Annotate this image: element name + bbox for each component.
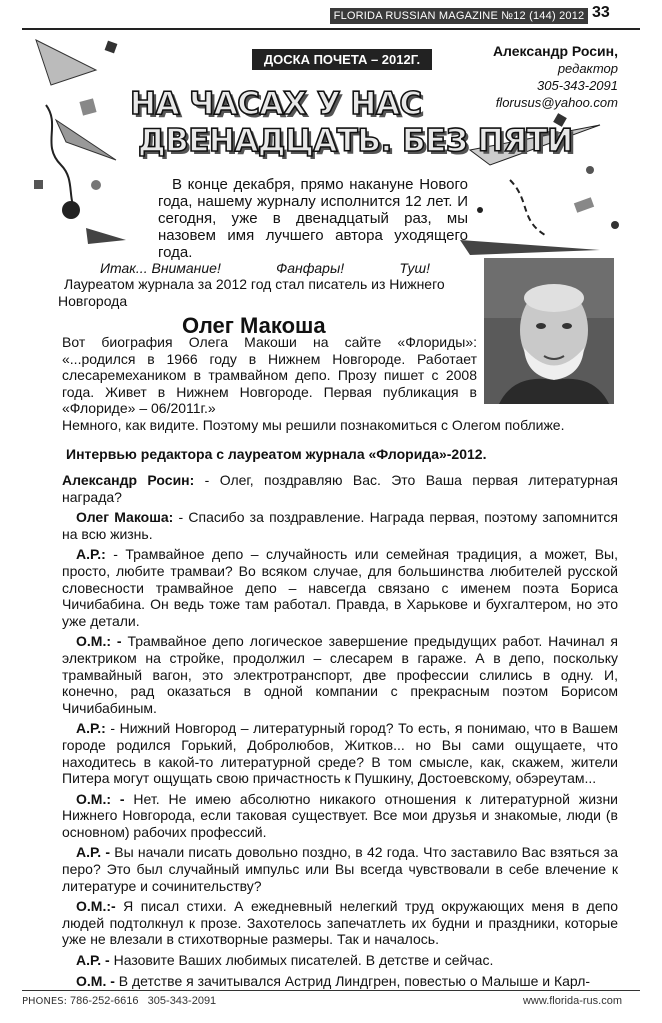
section-tag: ДОСКА ПОЧЕТА – 2012Г.	[252, 49, 432, 70]
confetti-decoration-left	[26, 30, 146, 250]
interview-heading: Интервью редактора с лауреатом журнала «Флорида»-2012.	[66, 446, 487, 462]
interview-entry: Олег Макоша: - Спасибо за поздравление. Награда первая, поэтому запомнится на всю жизнь.	[62, 509, 619, 542]
magazine-header: FLORIDA RUSSIAN MAGAZINE №12 (144) 2012	[330, 8, 588, 24]
editor-role: редактор	[557, 61, 618, 76]
interview-entry: А.Р. - Вы начали писать довольно поздно, в 42 года. Что заставило Вас взяться за перо? Это был случайный импульс или Вы всегда чувствовали в себе влечение к литературе и сочинительству?	[62, 844, 618, 894]
bio-conclusion: Немного, как видите. Поэтому мы решили познакомиться с Олегом поближе.	[62, 417, 565, 433]
interview-entry: А.Р.: - Трамвайное депо – случайность или семейная традиция, а может, Вы, просто, любите трамваи? Во всяком случае, для большинства любителей русской словесности трамвайное депо – навсегда связано с именем поэта Бориса Чичибабина. Он ведь тоже там работал. Правда, в Харькове и бухгалтером, но это уже детали.	[62, 546, 618, 629]
intro-paragraph: В конце декабря, прямо накануне Нового года, нашему журналу исполнится 12 лет. И сегодня, уже в двенадцатый раз, мы назовем имя лучшего автора уходящего года.	[158, 176, 468, 261]
attention-phrase: Фанфары!	[276, 260, 345, 276]
editor-phone: 305-343-2091	[537, 78, 618, 93]
footer-website-link[interactable]: www.florida-rus.com	[522, 995, 622, 1007]
attention-phrase: Итак... Внимание!	[100, 260, 221, 276]
footer-divider	[22, 990, 640, 991]
footer-phones	[22, 995, 216, 1007]
interview-body	[62, 472, 618, 993]
page-number: 33	[592, 4, 610, 21]
interview-entry: О.М.: - Нет. Не имею абсолютно никакого отношения к литературной жизни Нижнего Новгорода, если таковая существует. Все мои друзья и знакомые, люди (в основном) рабочих профессий.	[62, 790, 618, 840]
article-title-line-2: ДВЕНАДЦАТЬ. БЕЗ ПЯТИ	[138, 123, 573, 159]
bio-paragraph: Вот биография Олега Макоши на сайте «Флориды»: «...родился в 1966 году в Нижнем Новгороде. Работает слесаремехаником в трамвайном депо. Прозу пишет с 2008 года. Живет в Нижнем Новгороде. Первая публикация в «Флориде» – 06/2011г.»	[62, 334, 477, 417]
author-name-heading: Олег Макоша	[182, 313, 326, 338]
phones-numbers: 786-252-6616 305-343-2091	[70, 995, 217, 1007]
laureate-paragraph: Лауреатом журнала за 2012 год стал писатель из Нижнего Новгорода	[58, 276, 445, 309]
interview-entry: А.Р.: - Нижний Новгород – литературный город? То есть, я понимаю, что в Вашем городе родился Горький, Добролюбов, Житков... но Вы сами ощущаете, что находитесь в какой-то литературной среде? В том смысле, как, скажем, жители Питера могут ощущать свою причастность к Пушкину, Достоевскому, обэреутам...	[62, 720, 618, 787]
interview-entry: А.Р. - Назовите Ваших любимых писателей. В детстве и сейчас.	[76, 952, 494, 969]
editor-credit	[493, 43, 618, 111]
interview-entry: О.М.: - Трамвайное депо логическое завершение предыдущих работ. Начинал я электриком на стройке, продолжил – слесарем в гараже. А в депо, поскольку трамвайный вагон, это электротранспорт, две профессии слились в одну. И, конечно, рад оказаться в одной компании с прекрасным поэтом Борисом Чичибабиным.	[62, 633, 619, 716]
interview-entry: Александр Росин: - Олег, поздравляю Вас. Это Ваша первая литературная награда?	[62, 472, 618, 505]
interview-entry: О.М.:- Я писал стихи. А ежедневный нелегкий труд окружающих меня в депо людей подтолкнул к прозе. Захотелось запечатлеть их будни и праздники, которые уже не влезали в стихотворные размеры. Так и началось.	[62, 898, 618, 948]
interview-entry: О.М. - В детстве я зачитывался Астрид Линдгрен, повестью о Малыше и Карл-	[76, 972, 591, 989]
article-title-line-1: НА ЧАСАХ У НАС	[130, 86, 422, 122]
author-photo	[484, 258, 614, 404]
editor-name: Александр Росин,	[492, 43, 618, 59]
phones-label: PHONES:	[22, 996, 67, 1007]
editor-email[interactable]: florusus@yahoo.com	[495, 95, 618, 110]
attention-line	[100, 260, 430, 276]
attention-phrase: Туш!	[399, 260, 430, 276]
